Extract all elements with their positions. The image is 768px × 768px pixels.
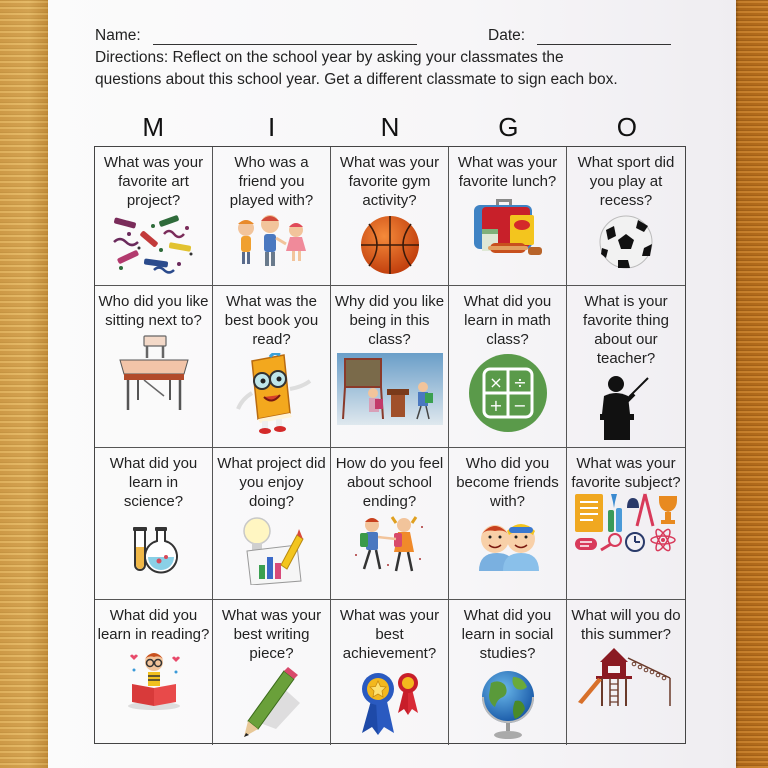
question-text: What project did you enjoy doing? — [217, 455, 326, 510]
date-row — [488, 27, 671, 45]
question-text: What is your favorite thing about our teacher? — [583, 293, 669, 367]
soccer-ball-icon — [598, 214, 654, 270]
grid-cell[interactable] — [95, 448, 213, 600]
name-field[interactable] — [153, 30, 417, 45]
svg-text:÷: ÷ — [512, 373, 527, 392]
school-supplies-icon — [573, 492, 679, 554]
question-text: What did you learn in reading? — [97, 607, 210, 643]
letter-i: I — [267, 112, 276, 142]
question-text: What was your favorite art project? — [103, 154, 204, 209]
question-text: Who did you become friends with? — [456, 455, 559, 510]
grid-cell[interactable] — [95, 600, 213, 745]
question-text: Who was a friend you played with? — [229, 154, 314, 209]
grid-cell[interactable] — [567, 286, 685, 448]
question-text: What did you learn in science? — [109, 455, 198, 510]
basketball-icon — [359, 214, 421, 276]
date-label: Date: — [488, 27, 526, 44]
mingo-header — [94, 112, 686, 143]
grid-cell[interactable] — [331, 448, 449, 600]
grid-cell[interactable] — [213, 600, 331, 745]
svg-text:−: − — [512, 396, 527, 415]
kids-playing-icon — [232, 214, 312, 270]
svg-text:×: × — [488, 373, 503, 392]
grid-cell[interactable] — [449, 600, 567, 745]
question-text: Who did you like sitting next to? — [98, 293, 209, 329]
question-text: What was your favorite lunch? — [457, 154, 558, 190]
wood-background-left — [0, 0, 48, 768]
grid-cell[interactable] — [95, 286, 213, 448]
question-text: What was your best achievement? — [339, 607, 440, 662]
lunchbox-icon — [470, 195, 546, 261]
question-text: How do you feel about school ending? — [335, 455, 444, 510]
pencil-icon — [240, 667, 304, 739]
grid-cell[interactable] — [567, 147, 685, 286]
globe-icon — [477, 667, 539, 741]
question-text: What was your favorite subject? — [571, 455, 681, 491]
grid-cell[interactable] — [213, 448, 331, 600]
name-row — [95, 27, 417, 45]
grid-cell[interactable] — [567, 448, 685, 600]
svg-text:+: + — [488, 396, 503, 415]
letter-n: N — [380, 112, 400, 142]
two-friends-icon — [475, 515, 541, 571]
question-text: What was the best book you read? — [224, 293, 319, 348]
grid-cell[interactable] — [331, 147, 449, 286]
grid-cell[interactable] — [331, 600, 449, 745]
grid-cell[interactable] — [449, 286, 567, 448]
question-text: What will you do this summer? — [571, 607, 681, 643]
paint-tubes-icon — [109, 214, 199, 274]
wood-background-right — [736, 0, 768, 768]
question-text: What did you learn in math class? — [463, 293, 552, 348]
test-tube-flask-icon — [129, 525, 179, 575]
grid-cell[interactable] — [567, 600, 685, 745]
grid-cell[interactable] — [331, 286, 449, 448]
kid-reading-icon — [122, 648, 186, 712]
question-text: What did you learn in social studies? — [461, 607, 554, 662]
directions-line-2: questions about this school year. Get a different classmate to sign each box. — [95, 71, 618, 88]
question-text: Why did you like being in this class? — [334, 293, 445, 348]
question-text: What sport did you play at recess? — [577, 154, 675, 209]
classroom-scene-icon — [337, 353, 443, 425]
award-ribbons-icon — [358, 667, 422, 737]
math-operators-icon — [468, 353, 548, 433]
letter-o: O — [616, 112, 637, 142]
grid-cell[interactable] — [213, 147, 331, 286]
book-character-icon — [230, 353, 314, 435]
kids-walking-icon — [350, 515, 430, 575]
grid-cell[interactable] — [95, 147, 213, 286]
name-label: Name: — [95, 27, 141, 44]
question-text: What was your best writing piece? — [221, 607, 322, 662]
grid-cell[interactable] — [449, 448, 567, 600]
mingo-grid — [94, 146, 686, 744]
date-field[interactable] — [537, 30, 671, 45]
school-desk-icon — [114, 334, 194, 414]
letter-m: M — [142, 112, 165, 142]
grid-cell[interactable] — [449, 147, 567, 286]
letter-g: G — [498, 112, 519, 142]
playground-icon — [574, 648, 678, 708]
teacher-podium-icon — [594, 372, 658, 442]
lightbulb-chart-icon — [237, 515, 307, 585]
question-text: What was your favorite gym activity? — [339, 154, 440, 209]
directions-line-1: Directions: Reflect on the school year by asking your classmates the — [95, 49, 564, 66]
grid-cell[interactable] — [213, 286, 331, 448]
